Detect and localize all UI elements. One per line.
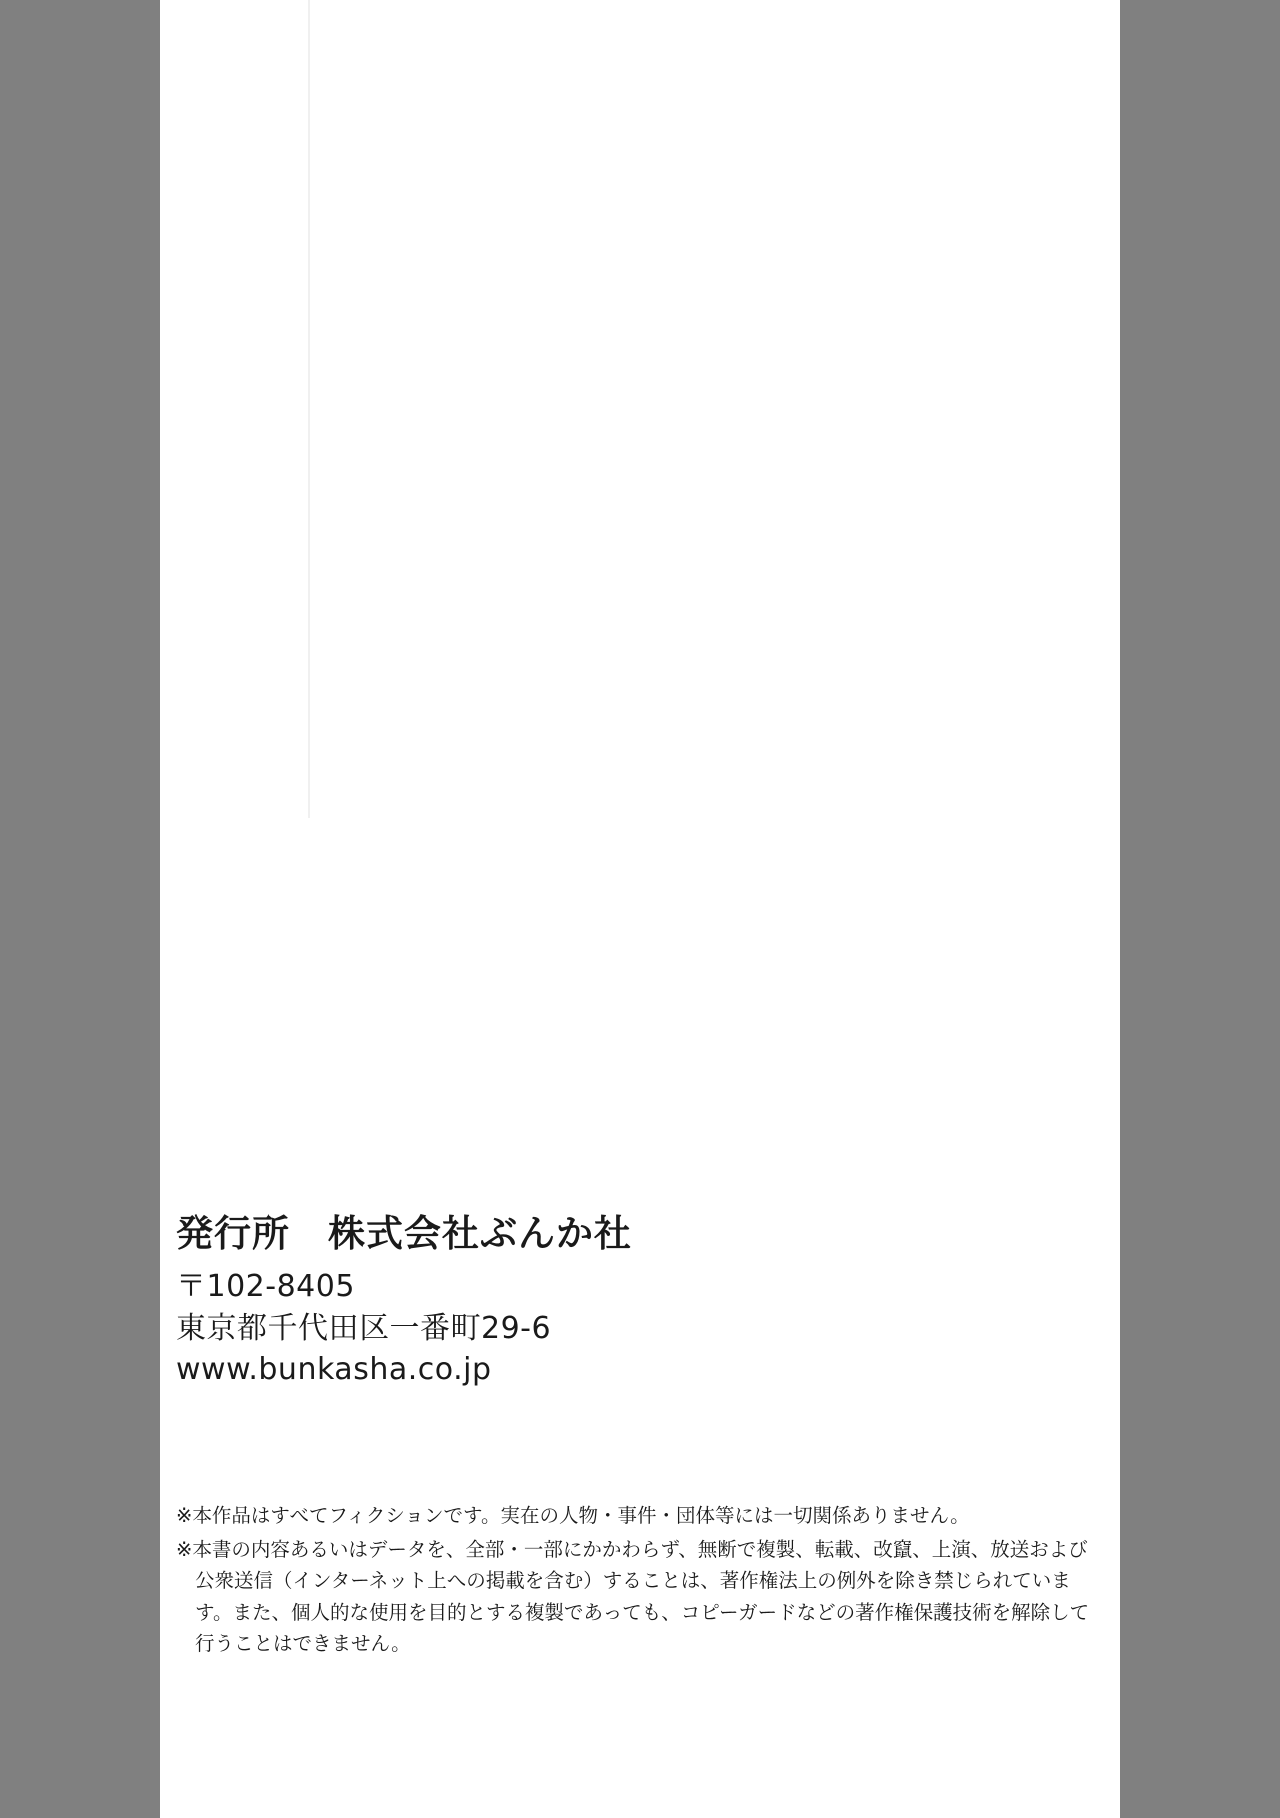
colophon-block (176, 1212, 1106, 1391)
notice-copyright: ※本書の内容あるいはデータを、全部・一部にかかわらず、無断で複製、転載、改竄、上演、放送および公衆送信（インターネット上への掲載を含む）することは、著作権法上の例外を除き禁じられています。また、個人的な使用を目的とする複製であっても、コピーガードなどの著作権保護技術を解除して行うことはできません。 (176, 1537, 1090, 1656)
address: 東京都千代田区一番町29-6 (176, 1310, 552, 1346)
postal-code: 〒102-8405 (176, 1269, 355, 1305)
page-gutter-mark (308, 0, 310, 818)
legal-notices (176, 1500, 1106, 1662)
document-page (160, 0, 1120, 1818)
website-url: www.bunkasha.co.jp (176, 1352, 492, 1388)
notice-fiction: ※本作品はすべてフィクションです。実在の人物・事件・団体等には一切関係ありません。 (176, 1504, 970, 1527)
publisher-line: 発行所 株式会社ぶんか社 (176, 1212, 632, 1255)
